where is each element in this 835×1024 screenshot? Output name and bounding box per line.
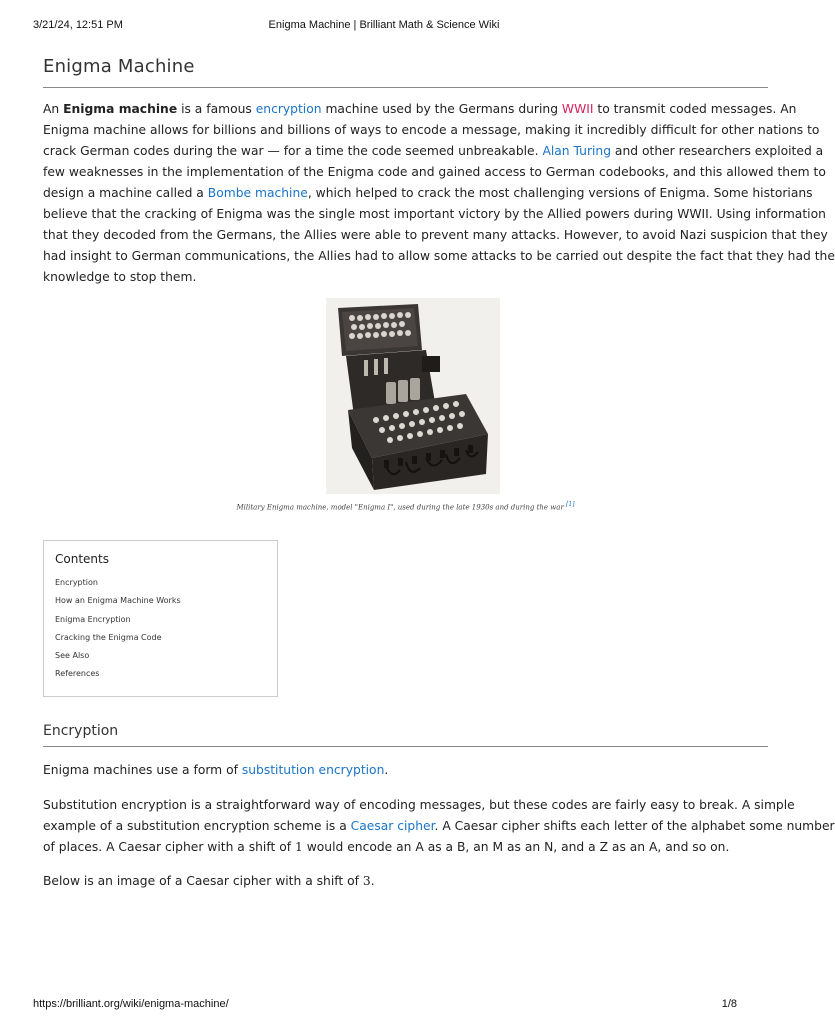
- intro-text: crack German codes during the war — for a time the code seemed unbreakable.: [43, 144, 543, 158]
- intro-text: and other researchers exploited a: [611, 144, 824, 158]
- encryption-paragraph-2: [43, 795, 835, 858]
- article-content: [43, 52, 835, 892]
- toc-item-references[interactable]: References: [55, 669, 100, 679]
- toc-item-encryption[interactable]: Encryption: [55, 578, 98, 587]
- print-tab-title: Enigma Machine | Brilliant Math & Science Wiki: [268, 19, 500, 31]
- table-of-contents: [43, 540, 278, 697]
- intro-text: had insight to German communications, the Allies had to allow some attacks to be carried out despite the fact that they had the: [43, 249, 835, 263]
- intro-text: machine used by the Germans during: [321, 102, 562, 116]
- encryption-paragraph-3: [43, 871, 768, 892]
- intro-text: few weaknesses in the implementation of the Enigma code and gained access to German codebooks, and this allowed them to: [43, 165, 826, 179]
- intro-text: believe that the cracking of Enigma was the single most important victory by the Allied powers during WWII. Using information: [43, 207, 826, 221]
- paragraph-text: .: [384, 762, 389, 777]
- intro-text: knowledge to stop them.: [43, 270, 197, 284]
- paragraph-text: Enigma machines use a form of: [43, 762, 242, 777]
- toc-item-how-it-works[interactable]: How an Enigma Machine Works: [55, 596, 181, 606]
- page-title: Enigma Machine: [43, 52, 768, 88]
- enigma-machine-image[interactable]: [326, 298, 500, 494]
- intro-text: is a famous: [177, 102, 256, 116]
- link-wwii[interactable]: WWII: [561, 102, 594, 116]
- figure-caption: [43, 501, 768, 511]
- link-substitution-encryption[interactable]: substitution encryption: [241, 762, 385, 777]
- caption-reference-link[interactable]: [1]: [566, 501, 575, 508]
- link-bombe-machine[interactable]: Bombe machine: [207, 186, 308, 200]
- print-datetime: 3/21/24, 12:51 PM: [33, 19, 123, 31]
- print-url: https://brilliant.org/wiki/enigma-machine/: [33, 998, 229, 1010]
- paragraph-text: example of a substitution encryption scheme is a: [43, 818, 351, 833]
- print-footer: [0, 984, 768, 1024]
- math-number: 1: [294, 839, 303, 854]
- enigma-machine-illustration: [326, 298, 500, 494]
- section-heading-encryption: Encryption: [43, 723, 768, 747]
- paragraph-text: of places. A Caesar cipher with a shift of: [43, 839, 295, 854]
- page-number: 1/8: [721, 998, 737, 1010]
- caption-text: Military Enigma machine, model "Enigma I", used during the late 1930s and during the war: [236, 503, 564, 512]
- toc-item-enigma-encryption[interactable]: Enigma Encryption: [55, 614, 131, 624]
- math-number: 3: [362, 873, 371, 888]
- intro-bold-term: Enigma machine: [63, 102, 178, 116]
- intro-text: that they decoded from the Germans, the Allies were able to prevent many attacks. However, to avoid Nazi suspicion that they: [43, 228, 828, 242]
- figure: [43, 298, 768, 524]
- intro-paragraph: [43, 99, 835, 288]
- toc-title: Contents: [55, 552, 109, 566]
- paragraph-text: Substitution encryption is a straightforward way of encoding messages, but these codes are fairly easy to break. A simple: [43, 797, 795, 812]
- link-caesar-cipher[interactable]: Caesar cipher: [350, 818, 435, 833]
- link-encryption[interactable]: encryption: [255, 102, 322, 116]
- print-header: [0, 0, 768, 48]
- link-alan-turing[interactable]: Alan Turing: [542, 144, 612, 158]
- intro-text: An: [43, 102, 64, 116]
- encryption-paragraph-1: [43, 760, 768, 781]
- paragraph-text: Below is an image of a Caesar cipher with a shift of: [43, 873, 363, 888]
- intro-text: , which helped to crack the most challenging versions of Enigma. Some historians: [307, 186, 813, 200]
- intro-text: design a machine called a: [43, 186, 208, 200]
- toc-item-see-also[interactable]: See Also: [55, 651, 90, 661]
- toc-item-cracking[interactable]: Cracking the Enigma Code: [55, 632, 162, 642]
- intro-text: Enigma machine allows for billions and billions of ways to encode a message, making it incredibly difficult for other nations to: [43, 123, 820, 137]
- paragraph-text: . A Caesar cipher shifts each letter of the alphabet some number: [434, 818, 835, 833]
- paragraph-text: .: [370, 873, 375, 888]
- intro-text: to transmit coded messages. An: [593, 102, 797, 116]
- paragraph-text: would encode an A as a B, an M as an N, and a Z as an A, and so on.: [302, 839, 730, 854]
